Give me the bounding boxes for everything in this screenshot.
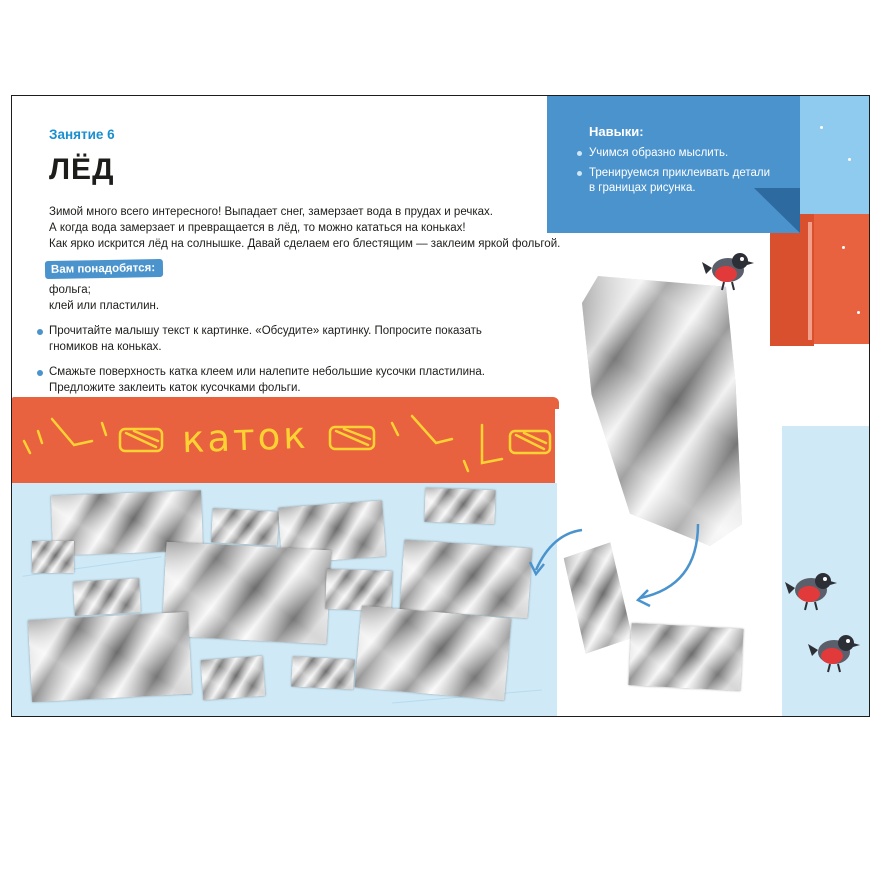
materials-item: фольга; — [49, 284, 91, 296]
intro-text — [49, 204, 569, 252]
hockey-stick-icon — [52, 419, 92, 445]
foil-piece — [28, 612, 192, 702]
instruction-item: Прочитайте малышу текст к картинке. «Обсудите» картинку. Попросите показать гномиков на коньках. — [37, 323, 527, 355]
skate-icon — [510, 431, 550, 453]
banner-title: каток — [181, 413, 310, 462]
snowflake — [848, 158, 851, 161]
intro-line: А когда вода замерзает и превращается в лёд, то можно кататься на коньках! — [49, 222, 466, 234]
snowflake — [820, 126, 823, 129]
bullfinch-icon — [782, 566, 840, 612]
snowflake — [857, 311, 860, 314]
intro-line: Зимой много всего интересного! Выпадает снег, замерзает вода в прудах и речках. — [49, 206, 493, 218]
skills-title: Навыки: — [589, 124, 644, 139]
skate-icon — [120, 429, 162, 451]
materials-label: Вам понадобятся: — [45, 259, 163, 279]
foil-piece — [291, 656, 354, 689]
foil-piece — [32, 541, 74, 573]
curved-arrow-icon — [522, 516, 722, 616]
decor-mark — [38, 431, 42, 443]
fence-line — [808, 222, 812, 340]
hockey-stick-icon — [482, 425, 502, 463]
skate-icon — [330, 427, 374, 449]
workbook-page — [11, 95, 870, 717]
materials-list — [49, 282, 159, 314]
foil-piece — [211, 508, 279, 545]
hockey-stick-icon — [412, 416, 452, 443]
decor-mark — [464, 461, 468, 471]
bullfinch-icon — [702, 246, 754, 292]
decor-mark — [392, 423, 398, 435]
foil-piece — [424, 488, 495, 524]
foil-piece — [400, 540, 533, 619]
skills-list — [577, 146, 773, 201]
decor-mark — [102, 423, 106, 435]
skills-box-fold — [754, 188, 800, 233]
skills-item: Тренируемся приклеивать детали в границах рисунка. — [577, 166, 773, 196]
lesson-label: Занятие 6 — [49, 127, 115, 142]
foil-piece — [325, 569, 392, 611]
snow-strip — [752, 426, 782, 716]
foil-piece — [355, 606, 512, 701]
materials-item: клей или пластилин. — [49, 300, 160, 312]
page-title: ЛЁД — [49, 153, 115, 186]
foil-piece — [201, 656, 266, 700]
foil-piece — [73, 578, 141, 615]
decor-mark — [24, 441, 30, 453]
instruction-item: Смажьте поверхность катка клеем или налепите небольшие кусочки пластилина. Предложите заклеить каток кусочками фольги. — [37, 364, 527, 396]
intro-line: Как ярко искрится лёд на солнышке. Давай сделаем его блестящим — заклеим яркой фольгой. — [49, 238, 561, 250]
foil-piece — [628, 623, 743, 691]
bullfinch-icon — [808, 628, 860, 674]
snowflake — [842, 246, 845, 249]
instructions-list — [37, 323, 527, 405]
skills-item: Учимся образно мыслить. — [577, 146, 773, 161]
foil-sheet — [582, 276, 742, 546]
